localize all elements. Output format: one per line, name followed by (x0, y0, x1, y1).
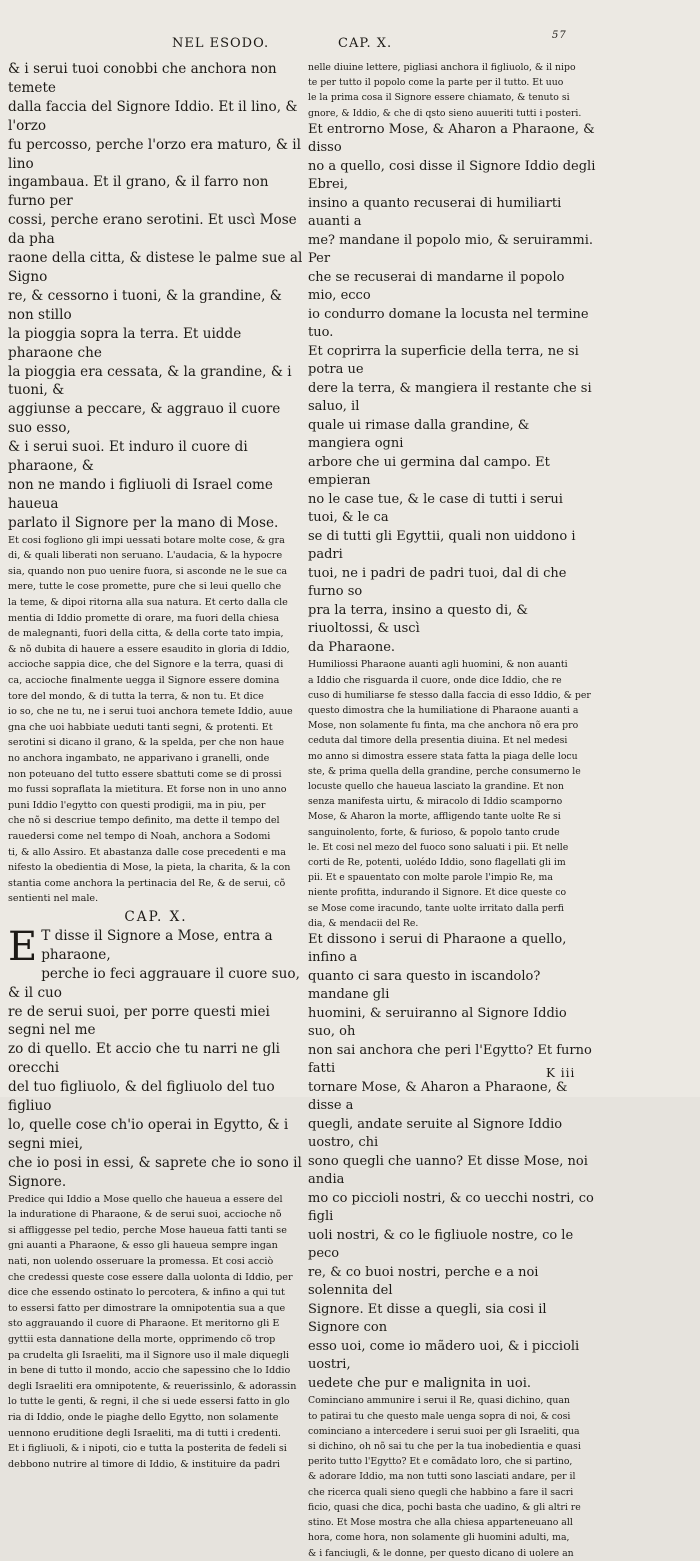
commentary-paragraph: nelle diuine lettere, pigliasi anchora il figliuolo, & il nipo te per tutto il popolo come la parte per il tutto. Et uuo le la prima cosa il Signore essere chiamato, & tenuto si gnore, & Iddio, & che di qsto sieno auueriti tutti i posteri. (308, 62, 582, 119)
commentary-paragraph: Et cosi fogliono gli impi uessati botare molte cose, & gra di, & quali liberati non seruano. L'audacia, & la hypocre sia, quando non puo uenire fuora, si asconde ne le sue ca mere, tutte le cose promette, pure che si leui quello che la teme, & dipoi ritorna alla sua natura. Et certo dalla cle mentia di Iddio promette di orare, ma fuori della chiesa de malegnanti, fuori della citta, & della corte tato impia, & nõ dubita di hauere a essere esaudito in gloria di Iddio, accioche sappia dice, che del Signore e la terra, quasi di ca, accioche finalmente uegga il Signore essere domina tore del mondo, & di tutta la terra, & non tu. Et dice io so, che ne tu, ne i serui tuoi anchora temete Iddio, auue gna che uoi habbiate ueduti tanti segni, & protenti. Et serotini si dicano il grano, & la spelda, per che non haue no anchora ingambato, ne apparivano i granelli, onde non poteuano del tutto essere sbattuti come se di prossi mo fussi sopraflata la mietitura. Et forse non in uno anno puni Iddio l'egytto con questi prodigii, ma in piu, per che nõ si descriue tempo definito, ma dette il tempo del rauedersi come nel tempo di Noah, anchora a Sodomi ti, & allo Assiro. Et abastanza dalle cose precedenti e ma nifesto la obedientia di Mose, la pieta, la charita, & la con stantia come anchora la pertinacia del Re, & de serui, cõ sentienti nel male. (8, 534, 293, 905)
running-head-chapter: CAP. X. (338, 36, 393, 51)
page-number: 57 (552, 30, 567, 41)
scripture-paragraph: T disse il Signore a Mose, entra a pharaone, perche io feci aggrauare il cuore suo, & il cuo re de serui suoi, per porre questi miei segni nel me zo di quello. Et accio che tu narri ne gli orecchi del tuo figliuolo, & del figliuolo del tuo figliuo lo, quelle cose ch'io operai in Egytto, & i segni miei, che io posi in essi, & saprete che io sono il Signore. (8, 927, 302, 1190)
chapter-heading: CAP. X. (124, 908, 188, 925)
left-column (8, 60, 304, 1470)
scripture-paragraph: Et dissono i serui di Pharaone a quello, infino a quanto ci sara questo in iscandolo? mandane gli huomini, & seruiranno al Signore Iddio suo, oh non sai anchora che peri l'Egytto? Et furno fatti tornare Mose, & Aharon a Pharaone, & disse a quegli, andate seruite al Signore Iddio uostro, chi sono quegli che uanno? Et disse Mose, noi andia mo co piccioli nostri, & co uecchi nostri, co figli uoli nostri, & co le figliuole nostre, co le peco re, & co buoi nostri, perche e a noi solennita del Signore. Et disse a quegli, sia cosi il Signore con esso uoi, come io mãdero uoi, & i piccioli uostri, uedete che pur e malignita in uoi. (308, 931, 594, 1391)
running-head (0, 30, 700, 56)
scripture-paragraph: & i serui tuoi conobbi che anchora non temete dalla faccia del Signore Iddio. Et il lino, & l'orzo fu percosso, perche l'orzo era maturo, & il lino ingambaua. Et il grano, & il farro non furno per cossi, perche erano serotini. Et uscì Mose da pha raone della citta, & distese le palme sue al Signo re, & cessorno i tuoni, & la grandine, & non stillo la pioggia sopra la terra. Et uidde pharaone che la pioggia era cessata, & la grandine, & i tuoni, & aggiunse a peccare, & aggrauo il cuore suo esso, & i serui suoi. Et induro il cuore di pharaone, & non ne mando i figliuoli di Israel come haueua parlato il Signore per la mano di Mose. (8, 61, 303, 531)
running-head-title: NEL ESODO. (172, 36, 270, 51)
commentary-paragraph: Predice qui Iddio a Mose quello che haueua a essere del la induratione di Pharaone, & de serui suoi, accioche nõ si affliggesse pel tedio, perche Mose haueua fatti tanti se gni auanti a Pharaone, & esso gli haueua sempre ingan nati, non uolendo osseruare la promessa. Et cosi acciò che credessi queste cose essere dalla uolonta di Iddio, per dice che essendo ostinato lo percotera, & infino a qui tut to essersi fatto per dimostrare la omnipotentia sua a que sto aggrauando il cuore di Pharaone. Et meritorno gli E gyttii esta dannatione della morte, opprimendo cõ trop pa crudelta gli Israeliti, ma il Signore uso il male diquegli in bene di tutto il mondo, accio che sapessino che lo Iddio degli Israeliti era omnipotente, & reuerissinlo, & adorassin lo tutte le genti, & regni, il che si uede essersi fatto in glo ria di Iddio, onde le piaghe dello Egytto, non solamente uennono eruditione degli Israeliti, ma di tutti i credenti. Et i figliuoli, & i nipoti, cio e tutta la posterita de fedeli si debbono nutrire al timore di Iddio, & instituire da padri (8, 1193, 297, 1470)
commentary-paragraph: Cominciano ammunire i serui il Re, quasi dichino, quan to patirai tu che questo male uenga sopra di noi, & cosi cominciano a intercedere i serui suoi per gli Israeliti, qua si dichino, oh nõ sai tu che per la tua inobedientia e quasi perito tutto l'Egytto? Et e comãdato loro, che si partino, & adorare Iddio, ma non tutti sono lasciati andare, per il che ricerca quali sieno quegli che habbino a fare il sacri ficio, quasi che dica, pochi basta che uadino, & gli altri re stino. Et Mose mostra che alla chiesa apparteneuano all hora, come hora, non solamente gli huomini adulti, ma, & i fanciugli, & le donne, per questo dicano di uolere an (308, 1395, 581, 1559)
signature-mark: K iii (546, 1066, 576, 1080)
drop-cap-letter: E (8, 923, 38, 970)
chapter-opening (8, 923, 304, 1192)
scripture-paragraph: Et entrorno Mose, & Aharon a Pharaone, & disso no a quello, cosi disse il Signore Iddio degli Ebrei, insino a quanto recuserai di humiliarti auanti a me? mandane il popolo mio, & seruirammi. Per che se recuserai di mandarne il popolo mio, ecco io condurro domane la locusta nel termine tuo. Et coprirra la superficie della terra, ne si potra ue dere la terra, & mangiera il restante che si saluo, il quale ui rimase dalla grandine, & mangiera ogni arbore che ui germina dal campo. Et empieran no le case tue, & le case di tutti i serui tuoi, & le ca se di tutti gli Egyttii, quali non uiddono i padri tuoi, ne i padri de padri tuoi, dal di che furno so pra la terra, insino a questo di, & riuoltossi, & uscì da Pharaone. (308, 121, 596, 655)
commentary-paragraph: Humiliossi Pharaone auanti agli huomini, & non auanti a Iddio che risguarda il cuore, onde dice Iddio, che re cuso di humiliarse fe stesso dalla faccia di esso Iddio, & per questo dimostra che la humiliatione di Pharaone auanti a Mose, non solamente fu finta, ma che anchora nõ era pro ceduta dal timore della presentia diuina. Et nel medesi mo anno si dimostra essere stata fatta la piaga delle locu ste, & prima quella della grandine, perche consumerno le locuste quello che haueua lasciato la grandine. Et non senza manifesta uirtu, & miracolo di Iddio scamporno Mose, & Aharon la morte, affligendo tante uolte Re si sanguinolento, forte, & furioso, & popolo tanto crude le. Et cosi nel mezo del fuoco sono saluati i pii. Et nelle corti de Re, potenti, uolédo Iddio, sono flagellati gli im pii. Et e spauentato con molte parole l'impio Re, ma niente profitta, indurando il Signore. Et dice queste co se Mose come iracundo, tante uolte irritato dalla perfi dia, & mendacii del Re. (308, 659, 591, 929)
